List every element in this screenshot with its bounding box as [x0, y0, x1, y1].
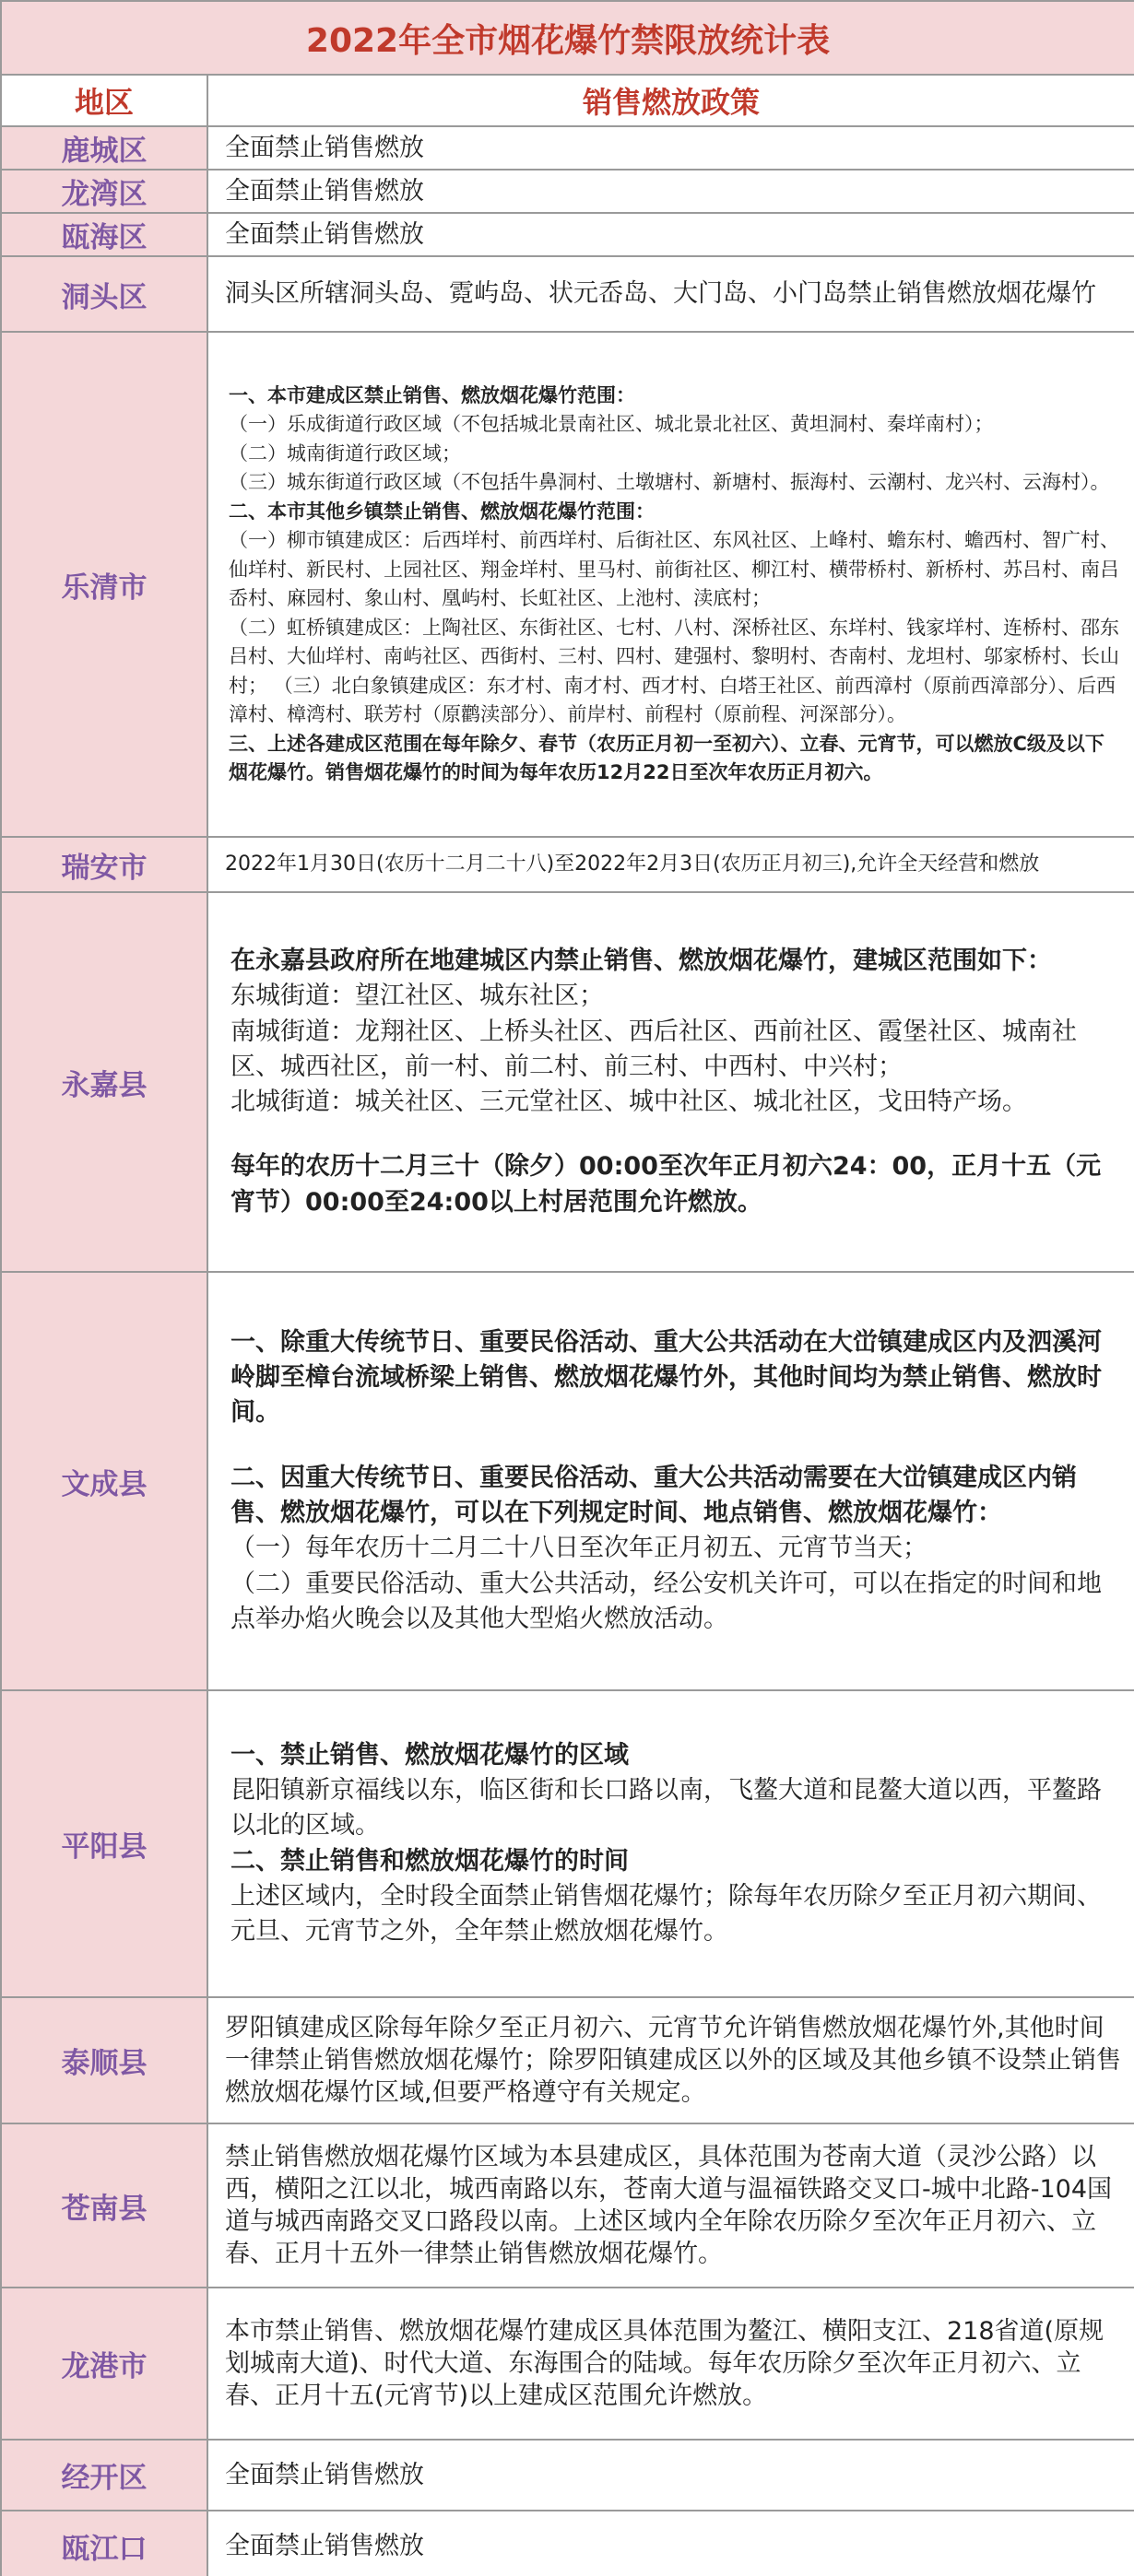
table-row — [1, 1997, 1134, 2123]
policy-cell: 全面禁止销售燃放 — [207, 126, 1134, 170]
table-row — [1, 1272, 1134, 1690]
table-row — [1, 2440, 1134, 2511]
region-cell: 龙港市 — [1, 2288, 207, 2440]
region-cell: 瓯海区 — [1, 213, 207, 256]
region-cell: 永嘉县 — [1, 892, 207, 1272]
policy-cell: 全面禁止销售燃放 — [207, 170, 1134, 213]
policy-cell: 2022年1月30日(农历十二月二十八)至2022年2月3日(农历正月初三),允许全天经营和燃放 — [207, 837, 1134, 892]
policy-line: 北城街道：城关社区、三元堂社区、城中社区、城北社区，戈田特产场。 — [230, 1088, 1027, 1117]
region-cell: 乐清市 — [1, 332, 207, 837]
table-row — [1, 892, 1134, 1272]
policy-cell: 洞头区所辖洞头岛、霓屿岛、状元岙岛、大门岛、小门岛禁止销售燃放烟花爆竹 — [207, 256, 1134, 332]
column-header-region: 地区 — [1, 75, 207, 126]
policy-cell: 罗阳镇建成区除每年除夕至正月初六、元宵节允许销售燃放烟花爆竹外,其他时间一律禁止销售燃放烟花爆竹；除罗阳镇建成区以外的区域及其他乡镇不设禁止销售燃放烟花爆竹区域,但要严格遵守有关规定。 — [207, 1997, 1134, 2123]
policy-cell — [207, 332, 1134, 837]
spacer — [230, 1120, 1123, 1149]
spacer — [230, 1431, 1123, 1461]
policy-line: 昆阳镇新京福线以东，临区街和长口路以南，飞鳌大道和昆鳌大道以西，平鳌路以北的区域。 — [230, 1775, 1102, 1841]
policy-line: 二、因重大传统节日、重要民俗活动、重大公共活动需要在大峃镇建成区内销售、燃放烟花爆竹，可以在下列规定时间、地点销售、燃放烟花爆竹： — [230, 1463, 1077, 1527]
policy-cell: 禁止销售燃放烟花爆竹区域为本县建成区，具体范围为苍南大道（灵沙公路）以西，横阳之江以北，城西南路以东，苍南大道与温福铁路交叉口-城中北路-104国道与城西南路交叉口路段以南。上述区域内全年除农历除夕至次年正月初六、立春、正月十五外一律禁止销售燃放烟花爆竹。 — [207, 2123, 1134, 2288]
region-cell: 瓯江口 — [1, 2511, 207, 2576]
policy-cell — [207, 1272, 1134, 1690]
policy-line: （二）城南街道行政区域； — [229, 441, 461, 465]
policy-line: （一）乐成街道行政区域（不包括城北景南社区、城北景北社区、黄坦洞村、秦垟南村）； — [229, 413, 994, 435]
table-row — [1, 213, 1134, 256]
region-cell: 鹿城区 — [1, 126, 207, 170]
policy-line: （二）重要民俗活动、重大公共活动，经公安机关许可，可以在指定的时间和地点举办焰火晚会以及其他大型焰火燃放活动。 — [230, 1569, 1102, 1633]
policy-line: （一）每年农历十二月二十八日至次年正月初五、元宵节当天； — [230, 1534, 927, 1563]
policy-cell — [207, 892, 1134, 1272]
policy-line: （二）虹桥镇建成区：上陶社区、东街社区、七村、八村、深桥社区、东垟村、钱家垟村、连桥村、邵东吕村、大仙垟村、南屿社区、西街村、三村、四村、建强村、黎明村、杏南村、龙坦村、邬家桥村、长山村； — [229, 616, 1119, 697]
policy-line: 南城街道：龙翔社区、上桥头社区、西后社区、西前社区、霞堡社区、城南社区、城西社区，前一村、前二村、前三村、中西村、中兴村； — [230, 1017, 1077, 1081]
region-cell: 龙湾区 — [1, 170, 207, 213]
policy-line: 二、本市其他乡镇禁止销售、燃放烟花爆竹范围： — [229, 500, 655, 523]
table-row — [1, 837, 1134, 892]
table-row — [1, 1690, 1134, 1997]
table-title: 2022年全市烟花爆竹禁限放统计表 — [1, 1, 1134, 75]
policy-line: 每年的农历十二月三十（除夕）00:00至次年正月初六24：00，正月十五（元宵节）00:00至24:00以上村居范围允许燃放。 — [230, 1152, 1102, 1217]
region-cell: 苍南县 — [1, 2123, 207, 2288]
column-header-policy: 销售燃放政策 — [207, 75, 1134, 126]
region-cell: 泰顺县 — [1, 1997, 207, 2123]
policy-line: 一、除重大传统节日、重要民俗活动、重大公共活动在大峃镇建成区内及泗溪河岭脚至樟台流域桥梁上销售、燃放烟花爆竹外，其他时间均为禁止销售、燃放时间。 — [230, 1327, 1102, 1428]
policy-cell: 全面禁止销售燃放 — [207, 2440, 1134, 2511]
region-cell: 文成县 — [1, 1272, 207, 1690]
region-cell: 洞头区 — [1, 256, 207, 332]
policy-cell: 全面禁止销售燃放 — [207, 213, 1134, 256]
policy-line: 东城街道：望江社区、城东社区； — [230, 982, 604, 1011]
policy-cell: 全面禁止销售燃放 — [207, 2511, 1134, 2576]
region-cell: 经开区 — [1, 2440, 207, 2511]
policy-cell: 本市禁止销售、燃放烟花爆竹建成区具体范围为鳌江、横阳支江、218省道(原规划城南大道)、时代大道、东海围合的陆域。每年农历除夕至次年正月初六、立春、正月十五(元宵节)以上建成区范围允许燃放。 — [207, 2288, 1134, 2440]
policy-line: 三、上述各建成区范围在每年除夕、春节（农历正月初一至初六）、立春、元宵节，可以燃放C级及以下烟花爆竹。销售烟花爆竹的时间为每年农历12月22日至次年农历正月初六。 — [229, 732, 1104, 783]
policy-line: 二、禁止销售和燃放烟花爆竹的时间 — [230, 1846, 629, 1876]
region-cell: 瑞安市 — [1, 837, 207, 892]
table-row — [1, 332, 1134, 837]
table-row — [1, 2511, 1134, 2576]
policy-line: （三）城东街道行政区域（不包括牛鼻洞村、土墩塘村、新塘村、振海村、云潮村、龙兴村、云海村）。 — [229, 471, 1110, 493]
table-row — [1, 170, 1134, 213]
table-row — [1, 2288, 1134, 2440]
region-cell: 平阳县 — [1, 1690, 207, 1997]
table-row — [1, 126, 1134, 170]
policy-cell — [207, 1690, 1134, 1997]
policy-line: （三）北白象镇建成区：东才村、南才村、西才村、白塔王社区、前西漳村（原前西漳部分）、后西漳村、樟湾村、联芳村（原鹳渎部分）、前岸村、前程村（原前程、河深部分）。 — [229, 674, 1116, 725]
policy-line: （一）柳市镇建成区：后西垟村、前西垟村、后街社区、东风社区、上峰村、蟾东村、蟾西村、智广村、仙垟村、新民村、上园社区、翔金垟村、里马村、前街社区、柳江村、横带桥村、新桥村、苏吕村、南吕岙村、麻园村、象山村、凰屿村、长虹社区、上池村、渎底村； — [229, 529, 1119, 609]
policy-line: 一、禁止销售、燃放烟花爆竹的区域 — [230, 1740, 629, 1770]
policy-line: 在永嘉县政府所在地建城区内禁止销售、燃放烟花爆竹，建城区范围如下： — [230, 946, 1052, 975]
policy-line: 上述区域内，全时段全面禁止销售烟花爆竹；除每年农历除夕至正月初六期间、元旦、元宵节之外，全年禁止燃放烟花爆竹。 — [230, 1881, 1102, 1947]
policy-line: 一、本市建成区禁止销售、燃放烟花爆竹范围： — [229, 383, 635, 406]
table-row — [1, 256, 1134, 332]
table-row — [1, 2123, 1134, 2288]
